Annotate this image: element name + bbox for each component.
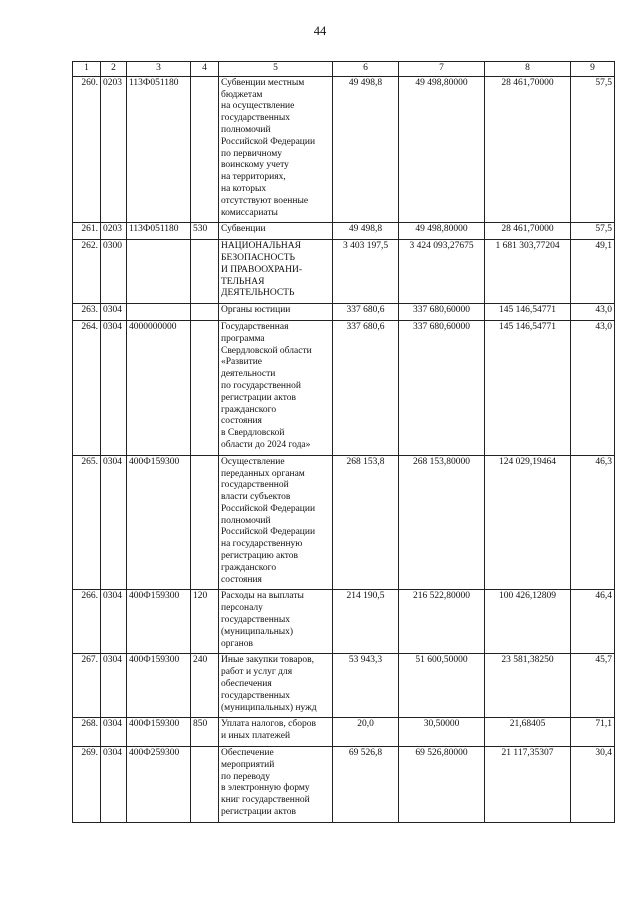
section-code: 0304 xyxy=(101,320,127,455)
approved-amount: 51 600,50000 xyxy=(399,654,485,718)
row-number: 267. xyxy=(73,654,101,718)
expense-type-code xyxy=(191,76,219,223)
section-code: 0304 xyxy=(101,304,127,321)
expense-type-code xyxy=(191,320,219,455)
target-article-code: 400Ф159300 xyxy=(127,654,191,718)
execution-percent: 43,0 xyxy=(571,304,615,321)
planned-amount: 337 680,6 xyxy=(333,304,399,321)
table-row xyxy=(73,747,615,823)
execution-percent: 46,3 xyxy=(571,455,615,590)
item-name: НАЦИОНАЛЬНАЯ БЕЗОПАСНОСТЬ И ПРАВООХРАНИ- ТЕЛЬНАЯ ДЕЯТЕЛЬНОСТЬ xyxy=(219,240,333,304)
execution-percent: 57,5 xyxy=(571,76,615,223)
planned-amount: 337 680,6 xyxy=(333,320,399,455)
target-article-code: 4000000000 xyxy=(127,320,191,455)
execution-percent: 43,0 xyxy=(571,320,615,455)
planned-amount: 53 943,3 xyxy=(333,654,399,718)
approved-amount: 69 526,80000 xyxy=(399,747,485,823)
execution-percent: 30,4 xyxy=(571,747,615,823)
execution-percent: 49,1 xyxy=(571,240,615,304)
row-number: 260. xyxy=(73,76,101,223)
section-code: 0304 xyxy=(101,654,127,718)
approved-amount: 49 498,80000 xyxy=(399,76,485,223)
table-row xyxy=(73,304,615,321)
target-article-code: 400Ф159300 xyxy=(127,718,191,747)
execution-percent: 45,7 xyxy=(571,654,615,718)
row-number: 261. xyxy=(73,223,101,240)
item-name: Уплата налогов, сборов и иных платежей xyxy=(219,718,333,747)
row-number: 266. xyxy=(73,590,101,654)
column-header: 7 xyxy=(399,62,485,77)
approved-amount: 337 680,60000 xyxy=(399,304,485,321)
table-row xyxy=(73,320,615,455)
expense-type-code: 120 xyxy=(191,590,219,654)
expense-type-code xyxy=(191,747,219,823)
approved-amount: 268 153,80000 xyxy=(399,455,485,590)
execution-percent: 71,1 xyxy=(571,718,615,747)
item-name: Субвенции местным бюджетам на осуществление государственных полномочий Российской Федерации по первичному воинскому учету на территориях, на которых отсутствуют военные комиссариаты xyxy=(219,76,333,223)
section-code: 0304 xyxy=(101,747,127,823)
planned-amount: 69 526,8 xyxy=(333,747,399,823)
executed-amount: 145 146,54771 xyxy=(485,304,571,321)
section-code: 0304 xyxy=(101,455,127,590)
target-article-code: 400Ф259300 xyxy=(127,747,191,823)
row-number: 268. xyxy=(73,718,101,747)
section-code: 0304 xyxy=(101,718,127,747)
planned-amount: 20,0 xyxy=(333,718,399,747)
budget-table xyxy=(72,61,615,823)
approved-amount: 3 424 093,27675 xyxy=(399,240,485,304)
column-header: 6 xyxy=(333,62,399,77)
executed-amount: 21,68405 xyxy=(485,718,571,747)
table-row xyxy=(73,455,615,590)
column-header: 3 xyxy=(127,62,191,77)
approved-amount: 337 680,60000 xyxy=(399,320,485,455)
column-header-row xyxy=(73,62,615,77)
column-header: 8 xyxy=(485,62,571,77)
execution-percent: 46,4 xyxy=(571,590,615,654)
column-header: 2 xyxy=(101,62,127,77)
column-header: 1 xyxy=(73,62,101,77)
expense-type-code: 850 xyxy=(191,718,219,747)
executed-amount: 1 681 303,77204 xyxy=(485,240,571,304)
target-article-code: 113Ф051180 xyxy=(127,76,191,223)
expense-type-code: 530 xyxy=(191,223,219,240)
row-number: 263. xyxy=(73,304,101,321)
approved-amount: 216 522,80000 xyxy=(399,590,485,654)
expense-type-code xyxy=(191,304,219,321)
section-code: 0203 xyxy=(101,223,127,240)
table-row xyxy=(73,223,615,240)
page-number: 44 xyxy=(313,24,327,38)
planned-amount: 268 153,8 xyxy=(333,455,399,590)
executed-amount: 28 461,70000 xyxy=(485,76,571,223)
planned-amount: 214 190,5 xyxy=(333,590,399,654)
executed-amount: 145 146,54771 xyxy=(485,320,571,455)
planned-amount: 3 403 197,5 xyxy=(333,240,399,304)
expense-type-code xyxy=(191,240,219,304)
table-row xyxy=(73,590,615,654)
expense-type-code xyxy=(191,455,219,590)
target-article-code: 400Ф159300 xyxy=(127,590,191,654)
executed-amount: 124 029,19464 xyxy=(485,455,571,590)
planned-amount: 49 498,8 xyxy=(333,76,399,223)
item-name: Осуществление переданных органам государственной власти субъектов Российской Федерации полномочий Российской Федерации на государственную регистрацию актов гражданского состояния xyxy=(219,455,333,590)
executed-amount: 23 581,38250 xyxy=(485,654,571,718)
expense-type-code: 240 xyxy=(191,654,219,718)
column-header: 4 xyxy=(191,62,219,77)
section-code: 0203 xyxy=(101,76,127,223)
execution-percent: 57,5 xyxy=(571,223,615,240)
target-article-code: 400Ф159300 xyxy=(127,455,191,590)
table-row xyxy=(73,240,615,304)
target-article-code: 113Ф051180 xyxy=(127,223,191,240)
executed-amount: 21 117,35307 xyxy=(485,747,571,823)
row-number: 264. xyxy=(73,320,101,455)
row-number: 265. xyxy=(73,455,101,590)
row-number: 269. xyxy=(73,747,101,823)
table-row xyxy=(73,718,615,747)
item-name: Иные закупки товаров, работ и услуг для обеспечения государственных (муниципальных) нужд xyxy=(219,654,333,718)
section-code: 0304 xyxy=(101,590,127,654)
row-number: 262. xyxy=(73,240,101,304)
item-name: Субвенции xyxy=(219,223,333,240)
planned-amount: 49 498,8 xyxy=(333,223,399,240)
item-name: Государственная программа Свердловской области «Развитие деятельности по государственной регистрации актов гражданского состояния в Свердловской области до 2024 года» xyxy=(219,320,333,455)
table-row xyxy=(73,76,615,223)
table-row xyxy=(73,654,615,718)
executed-amount: 28 461,70000 xyxy=(485,223,571,240)
item-name: Обеспечение мероприятий по переводу в электронную форму книг государственной регистрации актов xyxy=(219,747,333,823)
executed-amount: 100 426,12809 xyxy=(485,590,571,654)
target-article-code xyxy=(127,304,191,321)
target-article-code xyxy=(127,240,191,304)
column-header: 9 xyxy=(571,62,615,77)
approved-amount: 49 498,80000 xyxy=(399,223,485,240)
approved-amount: 30,50000 xyxy=(399,718,485,747)
column-header: 5 xyxy=(219,62,333,77)
item-name: Органы юстиции xyxy=(219,304,333,321)
item-name: Расходы на выплаты персоналу государственных (муниципальных) органов xyxy=(219,590,333,654)
section-code: 0300 xyxy=(101,240,127,304)
